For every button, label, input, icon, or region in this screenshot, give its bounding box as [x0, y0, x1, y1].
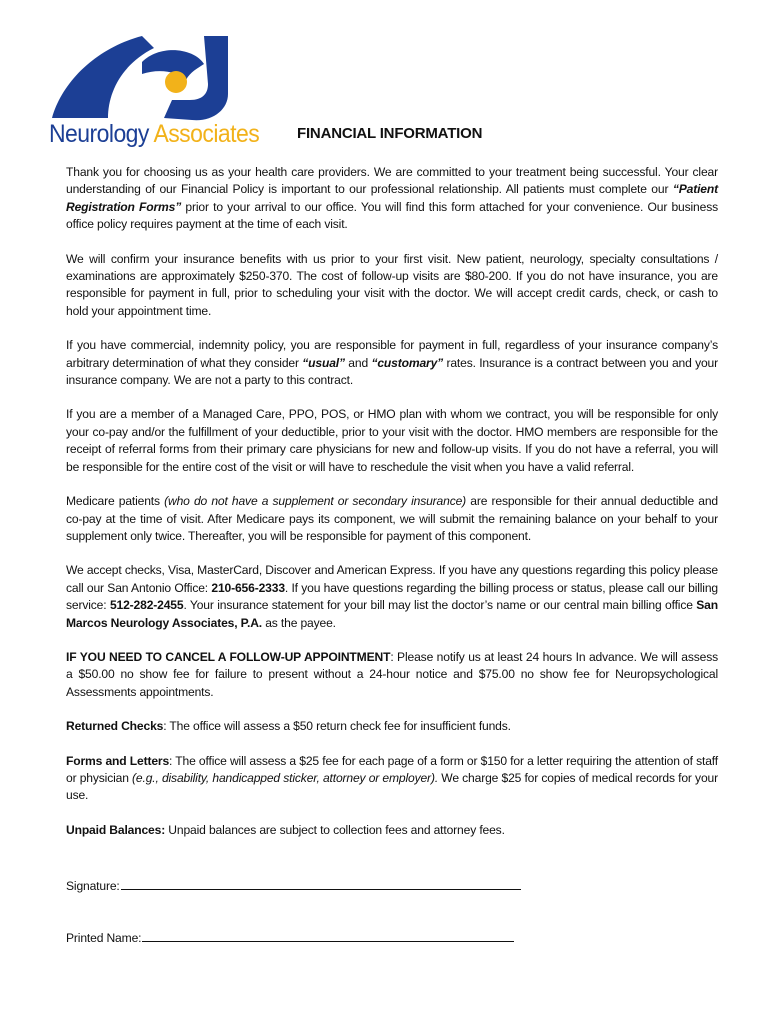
paragraph-returned-checks	[66, 718, 718, 735]
logo-mark-icon	[44, 34, 274, 124]
text: If you have commercial, indemnity policy, you are responsible for payment in full, regardless of your insurance company’s arbitrary determination of what they consider	[66, 338, 718, 370]
text: . If you have questions regarding the billing process or status, please call our billing service:	[66, 580, 718, 613]
emphasis-customary: “customary”	[371, 355, 444, 370]
logo-word-neurology: Neurology	[49, 120, 149, 148]
paragraph-intro	[66, 164, 718, 234]
forms-examples: (e.g., disability, handicapped sticker, attorney or employer).	[132, 770, 439, 785]
text: We accept checks, Visa, MasterCard, Discover and American Express. If you have any questions regarding this policy please call our San Antonio Office:	[66, 563, 718, 595]
text: Unpaid balances are subject to collection fees and attorney fees.	[165, 822, 505, 837]
payee-name: San Marcos Neurology Associates, P.A.	[66, 598, 718, 630]
forms-letters-label: Forms and Letters	[66, 753, 170, 768]
unpaid-balances-label: Unpaid Balances:	[66, 822, 166, 837]
printed-name-field[interactable]	[142, 930, 514, 942]
paragraph-insurance-benefits: We will confirm your insurance benefits with us prior to your first visit. New patient, neurology, specialty consultations / examinations are approximately $250-370. The cost of follow-up visits are $80-200. If you do not have insurance, you are responsible for payment in full, prior to scheduling your visit with the doctor. We will accept credit cards, check, or cash to hold your appointment time.	[66, 251, 718, 318]
text: are responsible for their annual deductible and co-pay at the time of visit. After Medicare pays its component, we will submit the remaining balance on your behalf to your supplement only twice. Thereafter, you will be responsible for payment of this component.	[66, 494, 718, 543]
cancellation-label: IF YOU NEED TO CANCEL A FOLLOW-UP APPOINTMENT	[66, 649, 391, 664]
text: Medicare patients	[66, 494, 165, 509]
page-title: FINANCIAL INFORMATION	[297, 125, 483, 142]
text: . Your insurance statement for your bill may list the doctor’s name or our central main billing office	[183, 598, 697, 613]
paragraph-cancellation	[66, 649, 718, 701]
text: : Please notify us at least 24 hours In advance. We will assess a $50.00 no show fee for failure to present without a 24-hour notice and $75.00 no show fee for Neuropsychological Assessments appointments.	[66, 649, 718, 699]
text: as the payee.	[262, 615, 336, 630]
returned-checks-label: Returned Checks	[66, 719, 164, 734]
paragraph-managed-care: If you are a member of a Managed Care, PPO, POS, or HMO plan with whom we contract, you will be responsible for only your co-pay and/or the fulfillment of your deductible, prior to your visit with the doctor. HMO members are responsible for the receipt of referral forms from their primary care physicians for new and follow-up visits. If you do not have a referral, you will be responsible for the entire cost of the visit or will have to reschedule the visit when you have a valid referral.	[66, 407, 718, 474]
text: and	[344, 355, 372, 370]
signature-field[interactable]	[121, 878, 521, 890]
paragraph-commercial-policy	[66, 337, 718, 389]
logo-word-associates: Associates	[153, 120, 260, 148]
printed-name-row	[66, 930, 514, 945]
text: : The office will assess a $50 return check fee for insufficient funds.	[163, 719, 511, 734]
text: prior to your arrival to our office. You will find this form attached for your convenience. Our business office policy requires payment at the time of each visit.	[66, 199, 718, 232]
medicare-note: (who do not have a supplement or secondary insurance)	[164, 494, 467, 509]
form-name: “Patient Registration Forms”	[66, 182, 718, 214]
text: Thank you for choosing us as your health care providers. We are committed to your treatment being successful. Your clear understanding of our Financial Policy is important to our professional relationship. All patients must complete our	[66, 165, 718, 197]
paragraph-medicare	[66, 493, 718, 545]
paragraph-forms-letters	[66, 753, 718, 805]
text: We charge $25 for copies of medical records for your use.	[66, 770, 718, 803]
paragraph-payment-methods	[66, 562, 718, 632]
signature-row	[66, 878, 521, 893]
text: rates. Insurance is a contract between you and your insurance company. We are not a party to this contract.	[66, 355, 719, 388]
billing-phone: 512-282-2455	[109, 598, 184, 613]
emphasis-usual: “usual”	[302, 355, 345, 370]
signature-label: Signature:	[66, 879, 120, 893]
neurology-associates-logo	[44, 34, 274, 154]
paragraph-unpaid-balances	[66, 822, 718, 839]
printed-name-label: Printed Name:	[66, 931, 142, 945]
san-antonio-phone: 210-656-2333	[211, 580, 285, 595]
policy-body	[66, 164, 718, 856]
text: : The office will assess a $25 fee for each page of a form or $150 for a letter requiring the attention of staff or physician	[66, 753, 718, 785]
logo-wordmark	[49, 120, 259, 149]
